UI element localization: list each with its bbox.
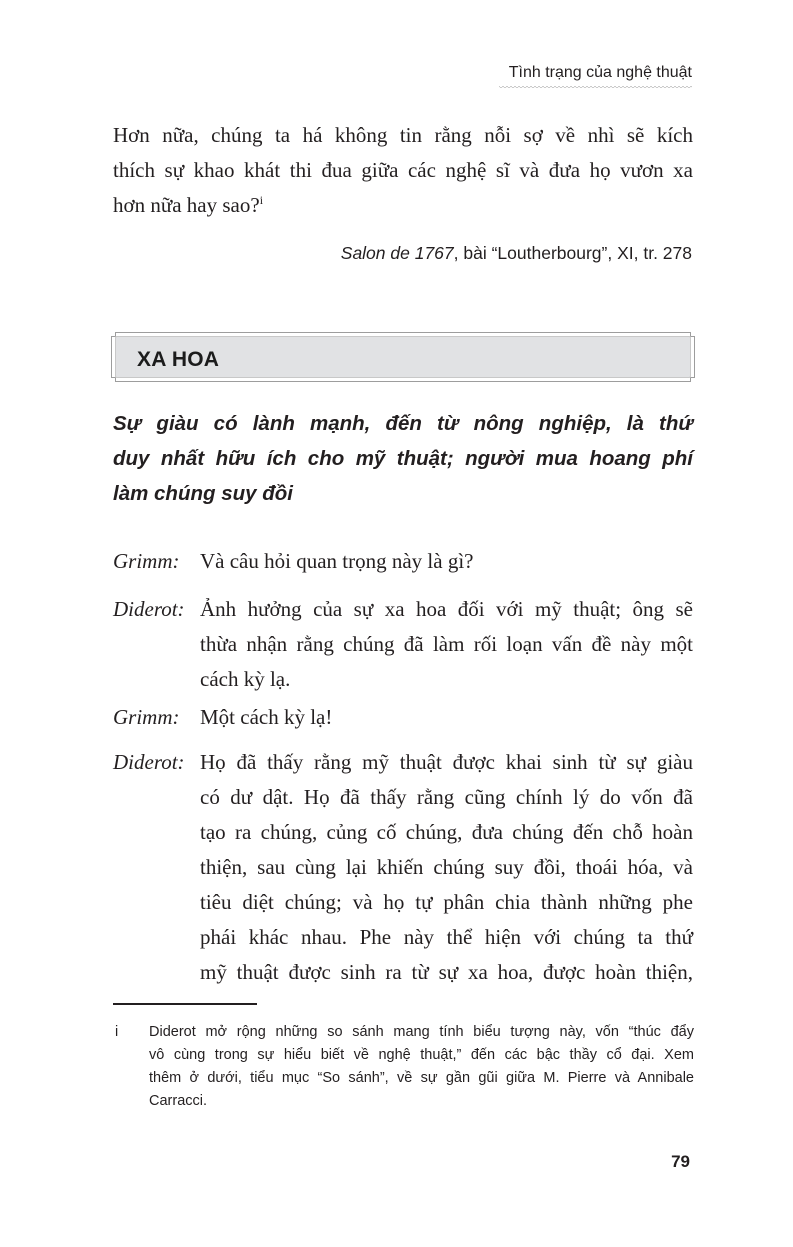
speech-line: Một cách kỳ lạ! bbox=[200, 705, 333, 729]
footnote-marker: i bbox=[115, 1024, 119, 1040]
running-header-wavy-rule bbox=[499, 86, 692, 89]
quote-line-text: hơn nữa hay sao? bbox=[113, 193, 260, 217]
quote-line: Hơn nữa, chúng ta há không tin rằng nỗi sợ về nhì sẽ kích bbox=[113, 123, 693, 147]
speech-line: tiêu diệt chúng; và họ tự phân chia thành những phe bbox=[200, 890, 693, 914]
lead-line: duy nhất hữu ích cho mỹ thuật; người mua hoang phí bbox=[113, 447, 693, 470]
speech-line: có dư dật. Họ đã thấy rằng cũng chính lý do vốn đã bbox=[200, 785, 693, 809]
quote-line-last bbox=[113, 188, 693, 223]
speech-line: thừa nhận rằng chúng đã làm rối loạn vấn đề này một bbox=[200, 632, 693, 656]
footnote-line: Diderot mở rộng những so sánh mang tính biểu tượng này, vốn “thúc đẩy bbox=[149, 1024, 694, 1040]
speech-line: phái khác nhau. Phe này thể hiện với chúng ta thứ bbox=[200, 925, 693, 949]
footnote-separator bbox=[113, 1003, 257, 1005]
lead-line: Sự giàu có lành mạnh, đến từ nông nghiệp, là thứ bbox=[113, 412, 693, 435]
dialogue-speaker: Grimm: bbox=[113, 705, 180, 729]
running-header: Tình trạng của nghệ thuật bbox=[508, 64, 692, 81]
footnote-line: Carracci. bbox=[149, 1093, 208, 1109]
speech-line: Và câu hỏi quan trọng này là gì? bbox=[200, 549, 474, 573]
footnote-line: vô cùng trong sự hiểu biết về nghệ thuật,” đến các bậc thầy cổ đại. Xem bbox=[149, 1047, 694, 1063]
speech-line: Họ đã thấy rằng mỹ thuật được khai sinh từ sự giàu bbox=[200, 750, 693, 774]
footnote-line: thêm ở dưới, tiểu mục “So sánh”, về sự gần gũi giữa M. Pierre và Annibale bbox=[149, 1070, 694, 1086]
dialogue-speaker: Diderot: bbox=[113, 597, 185, 621]
quote-line: thích sự khao khát thi đua giữa các nghệ sĩ và đưa họ vươn xa bbox=[113, 158, 693, 182]
footnote-reference[interactable]: i bbox=[259, 193, 264, 207]
dialogue-speech bbox=[200, 544, 693, 579]
section-heading-box bbox=[111, 332, 695, 382]
page-number: 79 bbox=[671, 1152, 690, 1171]
section-title: XA HOA bbox=[137, 348, 220, 371]
dialogue-speech bbox=[200, 592, 693, 697]
speech-line: mỹ thuật được sinh ra từ sự xa hoa, được hoàn thiện, bbox=[200, 960, 693, 984]
section-lead-statement bbox=[113, 406, 693, 511]
dialogue-speaker: Diderot: bbox=[113, 750, 185, 774]
speech-line: Ảnh hưởng của sự xa hoa đối với mỹ thuật; ông sẽ bbox=[200, 597, 693, 621]
lead-line: làm chúng suy đồi bbox=[113, 482, 293, 505]
opening-quote bbox=[113, 118, 693, 223]
section-heading-fill bbox=[115, 336, 691, 378]
dialogue-speech bbox=[200, 700, 693, 735]
speech-line: tạo ra chúng, củng cố chúng, đưa chúng đến chỗ hoàn bbox=[200, 820, 693, 844]
source-title: Salon de 1767 bbox=[340, 243, 454, 263]
quote-source-citation bbox=[341, 243, 692, 264]
dialogue-speech bbox=[200, 745, 693, 990]
dialogue-speaker: Grimm: bbox=[113, 549, 180, 573]
speech-line: cách kỳ lạ. bbox=[200, 667, 291, 691]
speech-line: thiện, sau cùng lại khiến chúng suy đồi, thoái hóa, và bbox=[200, 855, 693, 879]
footnote-text bbox=[149, 1021, 694, 1113]
source-details: , bài “Loutherbourg”, XI, tr. 278 bbox=[453, 243, 692, 263]
corner-notch bbox=[690, 377, 695, 382]
